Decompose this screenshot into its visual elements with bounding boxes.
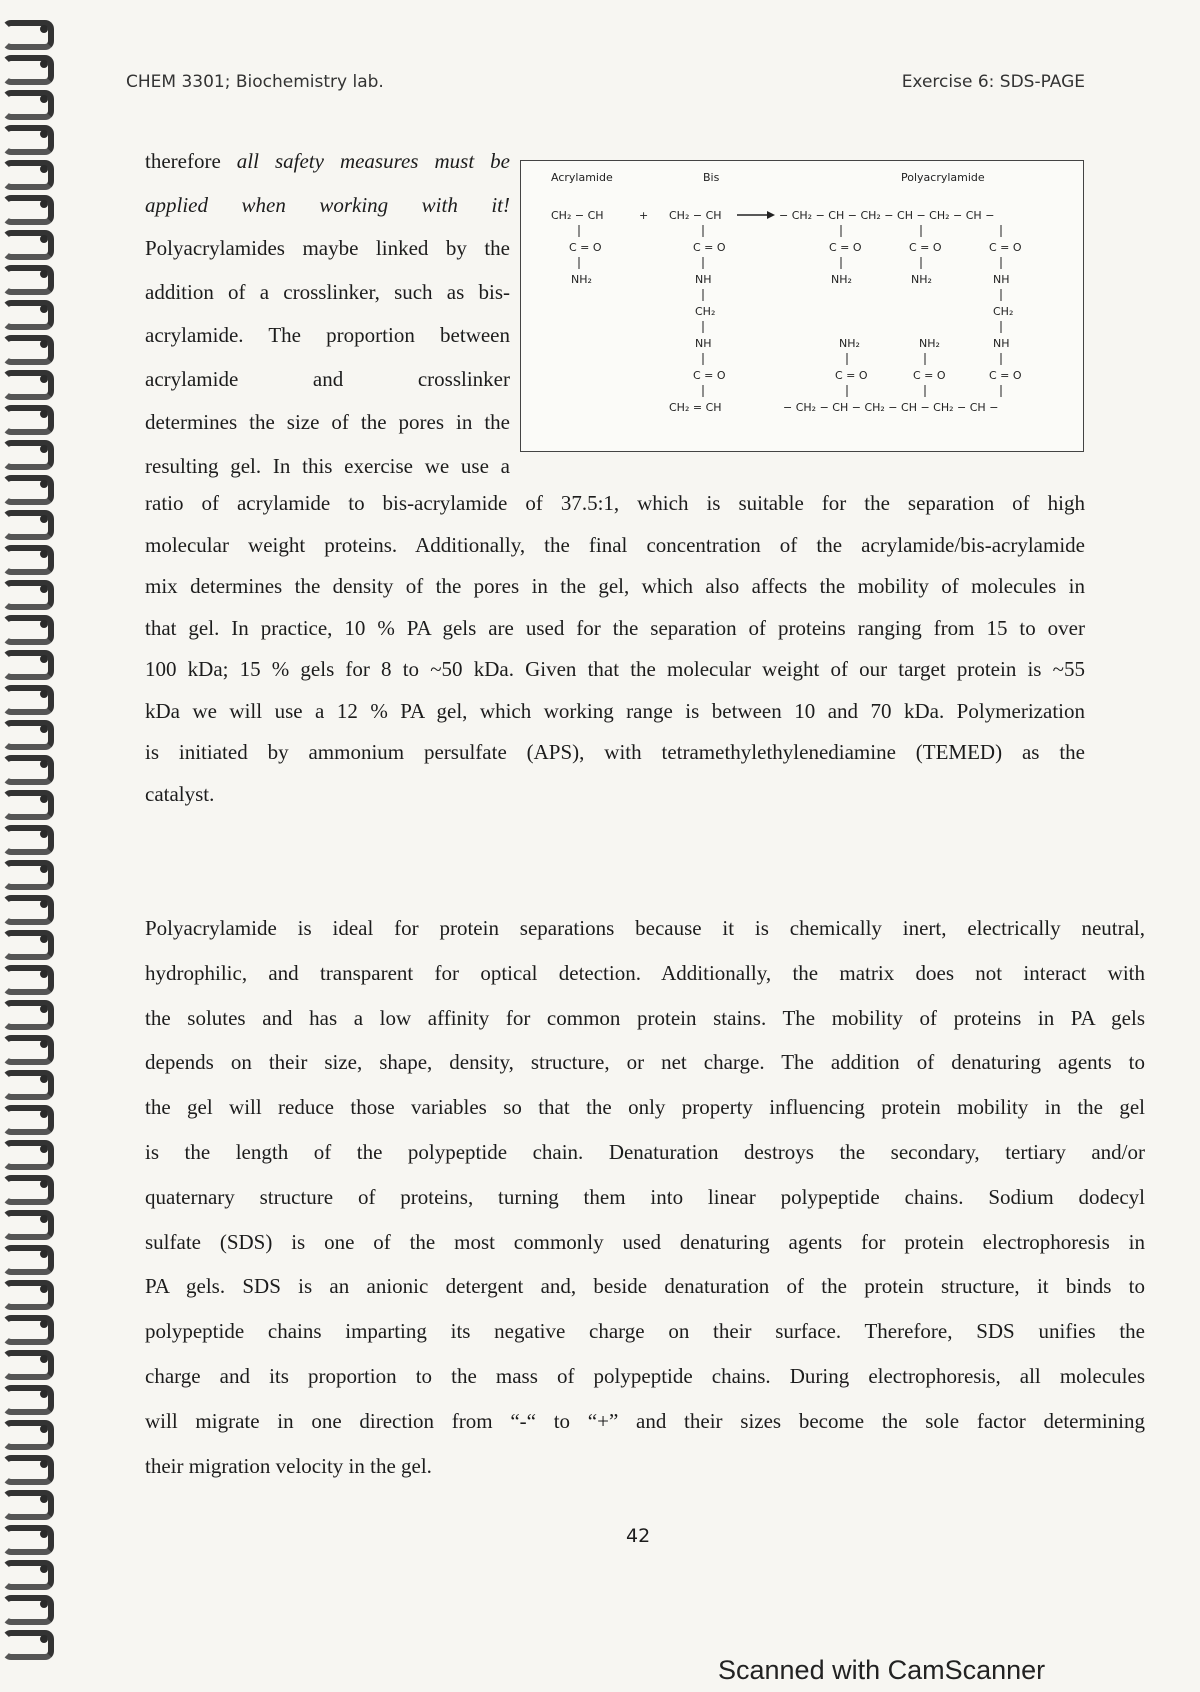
spiral-ring (2, 195, 54, 225)
spiral-ring (2, 510, 54, 540)
bis-vinyl: CH₂ = CH (669, 401, 722, 414)
punch-hole (40, 375, 48, 383)
polymer-crosslink-methylene: CH₂ (993, 305, 1014, 318)
punch-hole (40, 1390, 48, 1398)
punch-hole (40, 1635, 48, 1643)
punch-hole (40, 725, 48, 733)
punch-hole (40, 305, 48, 313)
polymer-amine-3: NH₂ (839, 337, 860, 350)
polymer-amine-1: NH₂ (831, 273, 852, 286)
punch-hole (40, 200, 48, 208)
paragraph-gel-composition (145, 483, 1085, 815)
spiral-ring (2, 1280, 54, 1310)
spiral-ring (2, 755, 54, 785)
paragraph-line: PA gels. SDS is an anionic detergent and, beside denaturation of the protein structure, it binds to (145, 1274, 1145, 1299)
spiral-ring (2, 1490, 54, 1520)
acrylamide-carbonyl: C = O (569, 241, 602, 254)
spiral-ring (2, 475, 54, 505)
spiral-ring (2, 370, 54, 400)
bis-carbonyl-2: C = O (693, 369, 726, 382)
paragraph-line: mix determines the density of the pores in the gel, which also affects the mobility of molecules in (145, 574, 1085, 598)
punch-hole (40, 410, 48, 418)
spiral-ring (2, 1595, 54, 1625)
intro-line: applied when working with it! (145, 192, 510, 217)
paragraph-line: that gel. In practice, 10 % PA gels are used for the separation of proteins ranging from 15 to over (145, 615, 1085, 640)
paragraph-line: depends on their size, shape, density, structure, or net charge. The addition of denaturing agents to (145, 1050, 1145, 1075)
paragraph-line: the gel will reduce those variables so that the only property influencing protein mobility in the gel (145, 1095, 1145, 1120)
punch-hole (40, 1250, 48, 1258)
intro-line: therefore all safety measures must be (145, 149, 510, 173)
spiral-ring (2, 720, 54, 750)
punch-hole (40, 95, 48, 103)
polymer-carbonyl-6: C = O (989, 369, 1022, 382)
polymer-bottom-chain: − CH₂ − CH − CH₂ − CH − CH₂ − CH − (783, 401, 999, 414)
punch-hole (40, 1495, 48, 1503)
bis-label: Bis (703, 171, 720, 184)
spiral-ring (2, 545, 54, 575)
spiral-ring (2, 265, 54, 295)
spiral-ring (2, 1420, 54, 1450)
intro-line: determines the size of the pores in the (145, 410, 510, 434)
punch-hole (40, 550, 48, 558)
punch-hole (40, 585, 48, 593)
paragraph-line: ratio of acrylamide to bis-acrylamide of 37.5:1, which is suitable for the separation of high (145, 491, 1085, 515)
punch-hole (40, 1075, 48, 1083)
punch-hole (40, 340, 48, 348)
punch-hole (40, 25, 48, 33)
punch-hole (40, 865, 48, 873)
punch-hole (40, 1425, 48, 1433)
punch-hole (40, 1285, 48, 1293)
spiral-ring (2, 1000, 54, 1030)
paragraph-line: is the length of the polypeptide chain. Denaturation destroys the secondary, tertiary and/or (145, 1139, 1145, 1164)
spiral-ring (2, 1035, 54, 1065)
polymer-carbonyl-5: C = O (913, 369, 946, 382)
reaction-diagram (521, 161, 1083, 451)
punch-hole (40, 935, 48, 943)
polyacrylamide-label: Polyacrylamide (901, 171, 985, 184)
spiral-ring (2, 1630, 54, 1660)
bis-carbonyl: C = O (693, 241, 726, 254)
paragraph-line: kDa we will use a 12 % PA gel, which working range is between 10 and 70 kDa. Polymerization (145, 698, 1085, 723)
exercise-header: Exercise 6: SDS-PAGE (901, 72, 1085, 92)
paragraph-line: catalyst. (145, 781, 215, 806)
spiral-ring (2, 55, 54, 85)
intro-line: Polyacrylamides maybe linked by the (145, 236, 510, 260)
punch-hole (40, 1110, 48, 1118)
paragraph-line: Polyacrylamide is ideal for protein separations because it is chemically inert, electrically neutral, (145, 916, 1145, 940)
plus-sign: + (639, 209, 649, 222)
punch-hole (40, 270, 48, 278)
spiral-ring (2, 230, 54, 260)
spiral-ring (2, 20, 54, 50)
punch-hole (40, 830, 48, 838)
bis-nh-2: NH (695, 337, 712, 350)
spiral-ring (2, 90, 54, 120)
spiral-ring (2, 125, 54, 155)
bis-nh: NH (695, 273, 712, 286)
punch-hole (40, 1320, 48, 1328)
spiral-ring (2, 160, 54, 190)
punch-hole (40, 1040, 48, 1048)
paragraph-line: quaternary structure of proteins, turning them into linear polypeptide chains. Sodium dodecyl (145, 1184, 1145, 1209)
spiral-ring (2, 1140, 54, 1170)
paragraph-line: is initiated by ammonium persulfate (APS), with tetramethylethylenediamine (TEMED) as the (145, 740, 1085, 764)
spiral-ring (2, 1455, 54, 1485)
punch-hole (40, 1460, 48, 1468)
punch-hole (40, 1530, 48, 1538)
punch-hole (40, 760, 48, 768)
spiral-ring (2, 1175, 54, 1205)
spiral-ring (2, 440, 54, 470)
paragraph-line: polypeptide chains imparting its negative charge on their surface. Therefore, SDS unifies the (145, 1319, 1145, 1344)
polymer-nh: NH (993, 273, 1010, 286)
polymer-amine-4: NH₂ (919, 337, 940, 350)
paragraph-line: sulfate (SDS) is one of the most commonly used denaturing agents for protein electrophoresis in (145, 1229, 1145, 1254)
bis-backbone: CH₂ − CH (669, 209, 722, 222)
spiral-binding (0, 0, 60, 1692)
paragraph-line: 100 kDa; 15 % gels for 8 to ~50 kDa. Given that the molecular weight of our target protein is ~55 (145, 657, 1085, 681)
paragraph-line: molecular weight proteins. Additionally, the final concentration of the acrylamide/bis-acrylamide (145, 532, 1085, 557)
paragraph-line: hydrophilic, and transparent for optical detection. Additionally, the matrix does not interact with (145, 960, 1145, 985)
bis-methylene: CH₂ (695, 305, 716, 318)
polyacrylamide-reaction-figure (520, 160, 1084, 452)
punch-hole (40, 1215, 48, 1223)
punch-hole (40, 1145, 48, 1153)
spiral-ring (2, 825, 54, 855)
punch-hole (40, 620, 48, 628)
spiral-ring (2, 1560, 54, 1590)
polymer-crosslink-nh: NH (993, 337, 1010, 350)
spiral-ring (2, 1385, 54, 1415)
paragraph-line: charge and its proportion to the mass of polypeptide chains. During electrophoresis, all molecules (145, 1363, 1145, 1388)
camscanner-watermark: Scanned with CamScanner (718, 1655, 1046, 1685)
punch-hole (40, 1180, 48, 1188)
spiral-ring (2, 1070, 54, 1100)
punch-hole (40, 1355, 48, 1363)
punch-hole (40, 235, 48, 243)
punch-hole (40, 165, 48, 173)
intro-line: acrylamide and crosslinker (145, 366, 510, 391)
spiral-ring (2, 1525, 54, 1555)
punch-hole (40, 445, 48, 453)
spiral-ring (2, 300, 54, 330)
spiral-ring (2, 335, 54, 365)
punch-hole (40, 655, 48, 663)
intro-text-column (145, 140, 510, 488)
punch-hole (40, 1005, 48, 1013)
punch-hole (40, 515, 48, 523)
spiral-ring (2, 860, 54, 890)
spiral-ring (2, 1245, 54, 1275)
spiral-ring (2, 580, 54, 610)
paragraph-sds-denaturation (145, 906, 1145, 1488)
punch-hole (40, 60, 48, 68)
spiral-ring (2, 650, 54, 680)
reaction-arrow-icon (767, 211, 775, 219)
punch-hole (40, 970, 48, 978)
spiral-ring (2, 1105, 54, 1135)
polymer-carbonyl-1: C = O (829, 241, 862, 254)
intro-line: resulting gel. In this exercise we use a (145, 453, 510, 478)
course-header: CHEM 3301; Biochemistry lab. (126, 72, 384, 92)
polymer-carbonyl-3: C = O (989, 241, 1022, 254)
punch-hole (40, 1565, 48, 1573)
punch-hole (40, 480, 48, 488)
paragraph-line: their migration velocity in the gel. (145, 1453, 432, 1478)
spiral-ring (2, 790, 54, 820)
spiral-ring (2, 1210, 54, 1240)
spiral-ring (2, 615, 54, 645)
spiral-ring (2, 1350, 54, 1380)
acrylamide-backbone: CH₂ − CH (551, 209, 604, 222)
spiral-ring (2, 895, 54, 925)
polymer-carbonyl-2: C = O (909, 241, 942, 254)
spiral-ring (2, 685, 54, 715)
spiral-ring (2, 1315, 54, 1345)
acrylamide-label: Acrylamide (551, 171, 613, 184)
page-number: 42 (626, 1525, 651, 1547)
intro-line: acrylamide. The proportion between (145, 323, 510, 347)
punch-hole (40, 900, 48, 908)
punch-hole (40, 795, 48, 803)
polymer-top-chain: − CH₂ − CH − CH₂ − CH − CH₂ − CH − (779, 209, 995, 222)
polymer-carbonyl-4: C = O (835, 369, 868, 382)
paragraph-line: the solutes and has a low affinity for common protein stains. The mobility of proteins in PA gels (145, 1005, 1145, 1030)
punch-hole (40, 130, 48, 138)
acrylamide-amine: NH₂ (571, 273, 592, 286)
polymer-amine-2: NH₂ (911, 273, 932, 286)
spiral-ring (2, 405, 54, 435)
punch-hole (40, 1600, 48, 1608)
spiral-ring (2, 930, 54, 960)
punch-hole (40, 690, 48, 698)
paragraph-line: will migrate in one direction from “-“ to “+” and their sizes become the sole factor determining (145, 1408, 1145, 1433)
intro-line: addition of a crosslinker, such as bis- (145, 279, 510, 304)
spiral-ring (2, 965, 54, 995)
